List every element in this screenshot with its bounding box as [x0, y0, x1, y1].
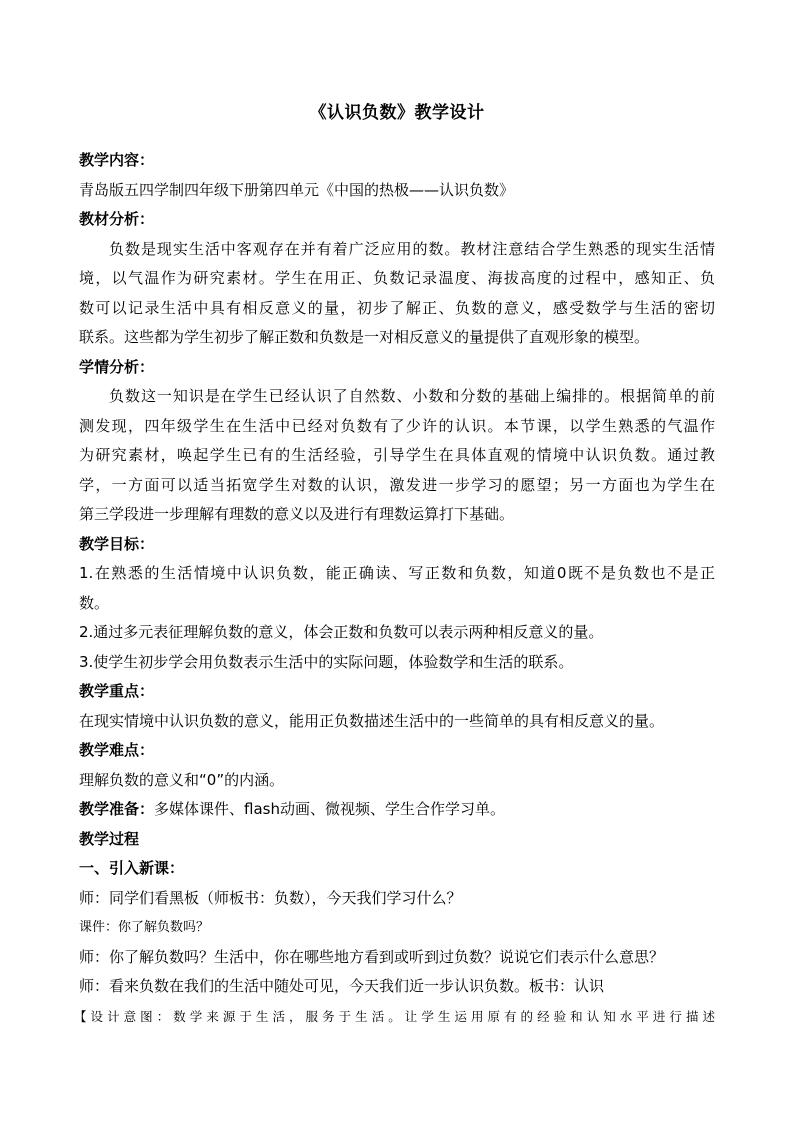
heading-introduction: 一、引入新课：	[79, 859, 185, 877]
preparation-text: 多媒体课件、flash动画、微视频、学生合作学习单。	[154, 800, 505, 818]
preparation-line	[79, 795, 715, 825]
paragraph-line: 学，一方面可以适当拓宽学生对数的认识，激发进一步学习的愿望；另一方面也为学生在	[79, 475, 715, 494]
heading-teaching-goals: 教学目标：	[79, 534, 155, 553]
heading-preparation: 教学准备：	[79, 800, 155, 818]
design-intent-note: 【设计意图：数学来源于生活，服务于生活。让学生运用原有的经验和认知水平进行描述	[74, 1008, 715, 1024]
key-points-text: 在现实情境中认识负数的意义，能用正负数描述生活中的一些简单的具有相反意义的量。	[79, 711, 665, 730]
heading-textbook-analysis: 教材分析：	[79, 210, 155, 228]
goal-item: 3.使学生初步学会用负数表示生活中的实际问题，体验数学和生活的联系。	[79, 652, 574, 671]
dialogue-line: 师：你了解负数吗？生活中，你在哪些地方看到或听到过负数？说说它们表示什么意思？	[79, 947, 665, 966]
paragraph-line: 负数这一知识是在学生已经认识了自然数、小数和分数的基础上编排的。根据简单的前	[109, 387, 715, 405]
goal-item: 1.在熟悉的生活情境中认识负数，能正确读、写正数和负数，知道0既不是负数也不是正	[79, 564, 715, 582]
heading-student-analysis: 学情分析：	[79, 357, 155, 376]
teaching-content-text: 青岛版五四学制四年级下册第四单元《中国的热极——认识负数》	[79, 180, 515, 199]
paragraph-line: 境，以气温作为研究素材。学生在用正、负数记录温度、海拔高度的过程中，感知正、负	[79, 269, 715, 287]
paragraph-line: 为研究素材，唤起学生已有的生活经验，引导学生在具体直观的情境中认识负数。通过教	[79, 446, 715, 464]
paragraph-line: 测发现，四年级学生在生活中已经对负数有了少许的认识。本节课，以学生熟悉的气温作	[79, 416, 715, 435]
goal-item: 2.通过多元表征理解负数的意义，体会正数和负数可以表示两种相反意义的量。	[79, 623, 604, 641]
heading-teaching-content: 教学内容：	[79, 151, 155, 169]
paragraph-line: 负数是现实生活中客观存在并有着广泛应用的数。教材注意结合学生熟悉的现实生活情	[109, 239, 715, 258]
dialogue-line: 师：同学们看黑板（师板书：负数），今天我们学习什么？	[79, 888, 462, 907]
document-title: 《认识负数》教学设计	[309, 103, 485, 123]
dialogue-line: 师：看来负数在我们的生活中随处可见，今天我们近一步认识负数。板书：认识	[79, 977, 605, 995]
difficulties-text: 理解负数的意义和“0”的内涵。	[79, 770, 285, 789]
paragraph-line: 联系。这些都为学生初步了解正数和负数是一对相反意义的量提供了直观形象的模型。	[79, 328, 650, 346]
heading-difficulties: 教学难点：	[79, 741, 155, 759]
heading-key-points: 教学重点：	[79, 682, 155, 700]
courseware-line: 课件：你了解负数吗？	[79, 920, 210, 935]
paragraph-line: 第三学段进一步理解有理数的意义以及进行有理数运算打下基础。	[79, 505, 515, 523]
heading-teaching-process: 教学过程	[79, 829, 140, 848]
document-body	[74, 146, 715, 1031]
goal-item-continued: 数。	[79, 593, 110, 612]
paragraph-line: 数可以记录生活中具有相反意义的量，初步了解正、负数的意义，感受数学与生活的密切	[79, 298, 715, 317]
